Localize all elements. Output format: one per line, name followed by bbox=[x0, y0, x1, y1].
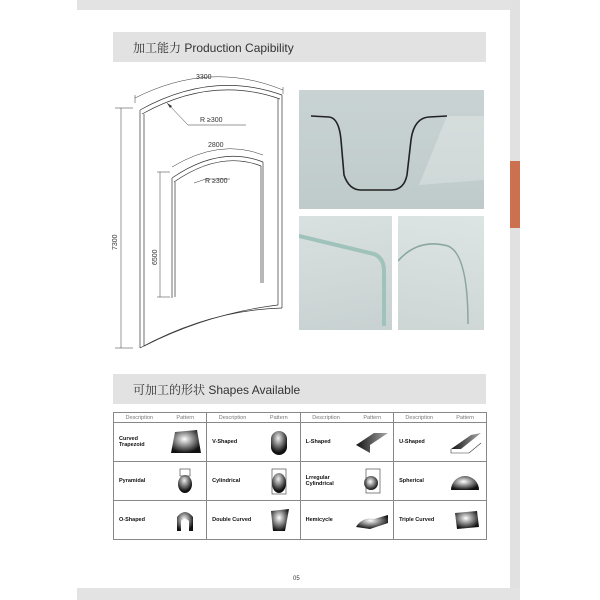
curved-trapezoid-pattern-icon bbox=[164, 423, 206, 462]
double-curved-pattern-icon bbox=[258, 501, 300, 540]
column-header-pattern: Pattern bbox=[164, 413, 206, 423]
inner-width-label: 2800 bbox=[208, 142, 224, 149]
outer-height-label: 7300 bbox=[112, 234, 119, 250]
shape-label: Spherical bbox=[394, 462, 445, 501]
inner-radius-label: R ≥300 bbox=[205, 178, 228, 185]
shape-label: Cylindrical bbox=[207, 462, 258, 501]
shapes-table bbox=[113, 412, 487, 540]
shape-label: L-Shaped bbox=[300, 423, 351, 462]
table-header-row bbox=[114, 413, 487, 423]
shape-label: V-Shaped bbox=[207, 423, 258, 462]
spherical-pattern-icon bbox=[444, 462, 486, 501]
inner-height-label: 6500 bbox=[152, 249, 159, 265]
cylindrical-pattern-icon bbox=[258, 462, 300, 501]
curved-glass-edge-photo bbox=[398, 216, 484, 330]
bent-glass-edge-photo bbox=[299, 216, 392, 330]
arched-glass-dimension-drawing bbox=[100, 65, 300, 365]
u-shaped-pattern-icon bbox=[444, 423, 486, 462]
irregular-cylindrical-pattern-icon bbox=[351, 462, 393, 501]
section-title: 可加工的形状 Shapes Available bbox=[133, 382, 301, 397]
column-header-pattern: Pattern bbox=[351, 413, 393, 423]
u-shaped-glass-photo bbox=[299, 90, 484, 209]
table-row bbox=[114, 423, 487, 462]
outer-radius-label: R ≥300 bbox=[200, 117, 223, 124]
bottom-margin-band bbox=[77, 588, 520, 600]
shape-label: Triple Curved bbox=[394, 501, 445, 540]
shape-label: O-Shaped bbox=[114, 501, 165, 540]
l-shaped-pattern-icon bbox=[351, 423, 393, 462]
section-header-shapes bbox=[113, 374, 486, 404]
table-row bbox=[114, 501, 487, 540]
shape-label: Curved Trapezoid bbox=[114, 423, 165, 462]
top-margin-band bbox=[77, 0, 520, 10]
shape-label: Double Curved bbox=[207, 501, 258, 540]
shape-label: Pyramidal bbox=[114, 462, 165, 501]
page-edge-strip bbox=[510, 0, 520, 600]
chapter-tab bbox=[510, 161, 520, 228]
shape-label: U-Shaped bbox=[394, 423, 445, 462]
table-row bbox=[114, 462, 487, 501]
shape-label: Lrregular Cylindrical bbox=[300, 462, 351, 501]
v-shaped-pattern-icon bbox=[258, 423, 300, 462]
shape-label: Hemicycle bbox=[300, 501, 351, 540]
o-shaped-pattern-icon bbox=[164, 501, 206, 540]
triple-curved-pattern-icon bbox=[444, 501, 486, 540]
column-header-pattern: Pattern bbox=[444, 413, 486, 423]
page-number: 05 bbox=[293, 576, 300, 582]
hemicycle-pattern-icon bbox=[351, 501, 393, 540]
section-title: 加工能力 Production Capibility bbox=[133, 40, 294, 55]
outer-width-label: 3300 bbox=[196, 74, 212, 81]
column-header-description: Description bbox=[300, 413, 351, 423]
pyramidal-pattern-icon bbox=[164, 462, 206, 501]
column-header-pattern: Pattern bbox=[258, 413, 300, 423]
section-header-production bbox=[113, 32, 486, 62]
column-header-description: Description bbox=[394, 413, 445, 423]
column-header-description: Description bbox=[114, 413, 165, 423]
column-header-description: Description bbox=[207, 413, 258, 423]
